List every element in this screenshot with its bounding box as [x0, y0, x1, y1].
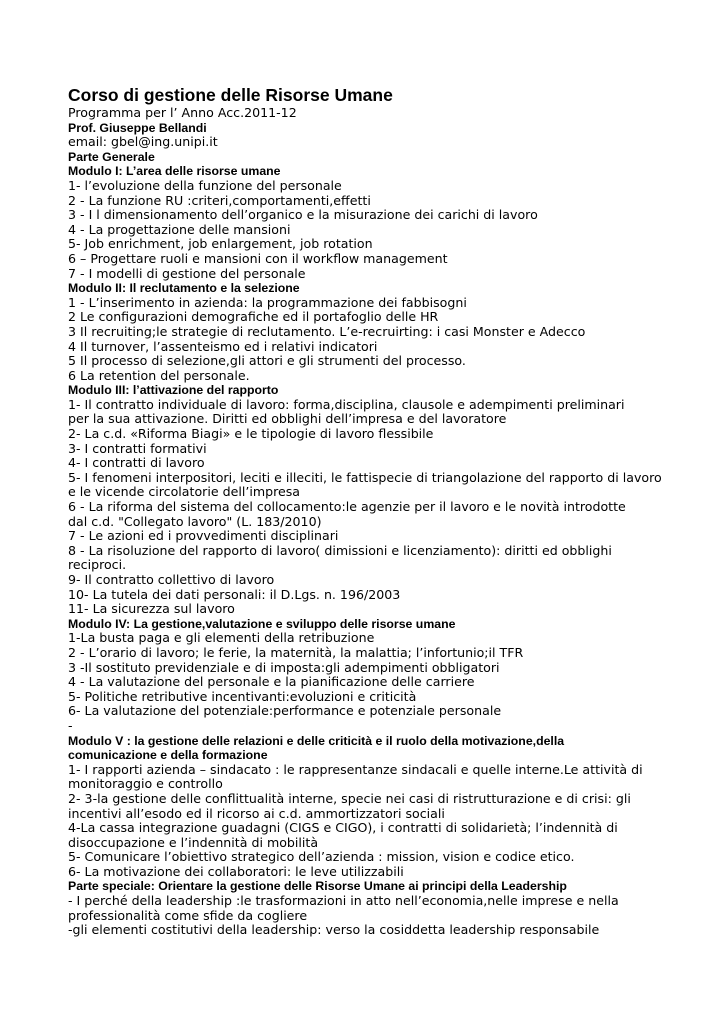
- text-line: 4 Il turnover, l’assenteismo ed i relativi indicatori: [68, 338, 378, 354]
- section-heading: Modulo V : la gestione delle relazioni e delle criticità e il ruolo della motivazione,della: [68, 733, 565, 748]
- text-line: 3 - I l dimensionamento dell’organico e la misurazione dei carichi di lavoro: [68, 207, 538, 223]
- text-line: 6 La retention del personale.: [68, 367, 250, 383]
- text-line: 2 Le configurazioni demografiche ed il portafoglio delle HR: [68, 309, 439, 325]
- text-line: 5 Il processo di selezione,gli attori e gli strumenti del processo.: [68, 353, 466, 369]
- document-page: [68, 84, 688, 938]
- text-line: e le vicende circolatorie dell’impresa: [68, 484, 301, 500]
- text-line: 8 - La risoluzione del rapporto di lavoro( dimissioni e licenziamento): diritti ed obblighi: [68, 542, 612, 558]
- text-line: 10- La tutela dei dati personali: il D.Lgs. n. 196/2003: [68, 586, 401, 602]
- text-line: 2 - La funzione RU :criteri,comportamenti,effetti: [68, 192, 371, 208]
- document-body: [68, 106, 688, 938]
- text-line: monitoraggio e controllo: [68, 776, 223, 792]
- section-heading: Parte speciale: Orientare la gestione delle Risorse Umane ai principi della Leadership: [68, 879, 567, 894]
- text-line: 6- La motivazione dei collaboratori: le leve utilizzabili: [68, 863, 404, 879]
- section-heading: Modulo I: L’area delle risorse umane: [68, 164, 281, 179]
- text-line: 1- I rapporti azienda – sindacato : le rappresentanze sindacali e quelle interne.Le attività di: [68, 761, 643, 777]
- section-heading: Modulo II: Il reclutamento e la selezione: [68, 281, 300, 296]
- text-line: 4 - La valutazione del personale e la pianificazione delle carriere: [68, 674, 475, 690]
- text-line: 3 -Il sostituto previdenziale e di imposta:gli adempimenti obbligatori: [68, 659, 500, 675]
- text-line: 7 - I modelli di gestione del personale: [68, 265, 306, 281]
- text-line: 4-La cassa integrazione guadagni (CIGS e CIGO), i contratti di solidarietà; l’indennità di: [68, 820, 618, 836]
- text-line: 2- 3-la gestione delle conflittualità interne, specie nei casi di ristrutturazione e di crisi: gli: [68, 790, 631, 806]
- document-title: Corso di gestione delle Risorse Umane: [68, 85, 393, 105]
- text-line: dal c.d. "Collegato lavoro" (L. 183/2010): [68, 513, 322, 529]
- section-heading: Modulo III: l’attivazione del rapporto: [68, 383, 279, 398]
- text-line: 1- Il contratto individuale di lavoro: forma,disciplina, clausole e adempimenti preliminari: [68, 396, 625, 412]
- section-heading: Modulo IV: La gestione,valutazione e sviluppo delle risorse umane: [68, 616, 456, 631]
- text-line: email: gbel@ing.unipi.it: [68, 134, 218, 150]
- section-heading: Prof. Giuseppe Bellandi: [68, 120, 207, 135]
- text-line: 4 - La progettazione delle mansioni: [68, 221, 291, 237]
- text-line: -: [68, 717, 73, 733]
- text-line: 1-La busta paga e gli elementi della retribuzione: [68, 630, 375, 646]
- text-line: reciproci.: [68, 557, 127, 573]
- text-line: 9- Il contratto collettivo di lavoro: [68, 572, 275, 587]
- text-line: professionalità come sfide da cogliere: [68, 907, 308, 923]
- text-line: 3 Il recruiting;le strategie di reclutamento. L’e-recruirting: i casi Monster e Adecco: [68, 323, 586, 339]
- text-line: 2- La c.d. «Riforma Biagi» e le tipologie di lavoro flessibile: [68, 426, 434, 442]
- text-line: 6 - La riforma del sistema del collocamento:le agenzie per il lavoro e le novità introdotte: [68, 499, 626, 515]
- section-heading: Parte Generale: [68, 149, 155, 164]
- text-line: 4- I contratti di lavoro: [68, 455, 205, 471]
- text-line: 7 - Le azioni ed i provvedimenti disciplinari: [68, 528, 339, 544]
- text-line: 5- Comunicare l’obiettivo strategico dell’azienda : mission, vision e codice etico.: [68, 849, 575, 865]
- text-line: incentivi all’esodo ed il ricorso ai c.d. ammortizzatori sociali: [68, 805, 445, 821]
- text-line: -gli elementi costitutivi della leadership: verso la cosiddetta leadership responsabile: [68, 922, 600, 938]
- text-line: Programma per l’ Anno Acc.2011-12: [68, 105, 297, 120]
- text-line: 3- I contratti formativi: [68, 440, 207, 456]
- text-line: 5- I fenomeni interpositori, leciti e illeciti, le fattispecie di triangolazione del rapporto di lavoro: [68, 469, 662, 485]
- text-line: 5- Job enrichment, job enlargement, job rotation: [68, 236, 373, 252]
- text-line: 1- l’evoluzione della funzione del personale: [68, 177, 342, 193]
- text-line: per la sua attivazione. Diritti ed obblighi dell’impresa e del lavoratore: [68, 411, 507, 427]
- section-heading: comunicazione e della formazione: [68, 748, 268, 763]
- text-line: 5- Politiche retributive incentivanti:evoluzioni e criticità: [68, 688, 417, 704]
- text-line: disoccupazione e l’indennità di mobilità: [68, 834, 319, 850]
- text-line: 1 - L’inserimento in azienda: la programmazione dei fabbisogni: [68, 294, 467, 310]
- text-line: 11- La sicurezza sul lavoro: [68, 601, 235, 617]
- text-line: - I perché della leadership :le trasformazioni in atto nell’economia,nelle imprese e nella: [68, 893, 619, 909]
- text-line: 6- La valutazione del potenziale:performance e potenziale personale: [68, 703, 502, 719]
- text-line: 6 – Progettare ruoli e mansioni con il workflow management: [68, 250, 448, 266]
- text-line: 2 - L’orario di lavoro; le ferie, la maternità, la malattia; l’infortunio;il TFR: [68, 644, 524, 660]
